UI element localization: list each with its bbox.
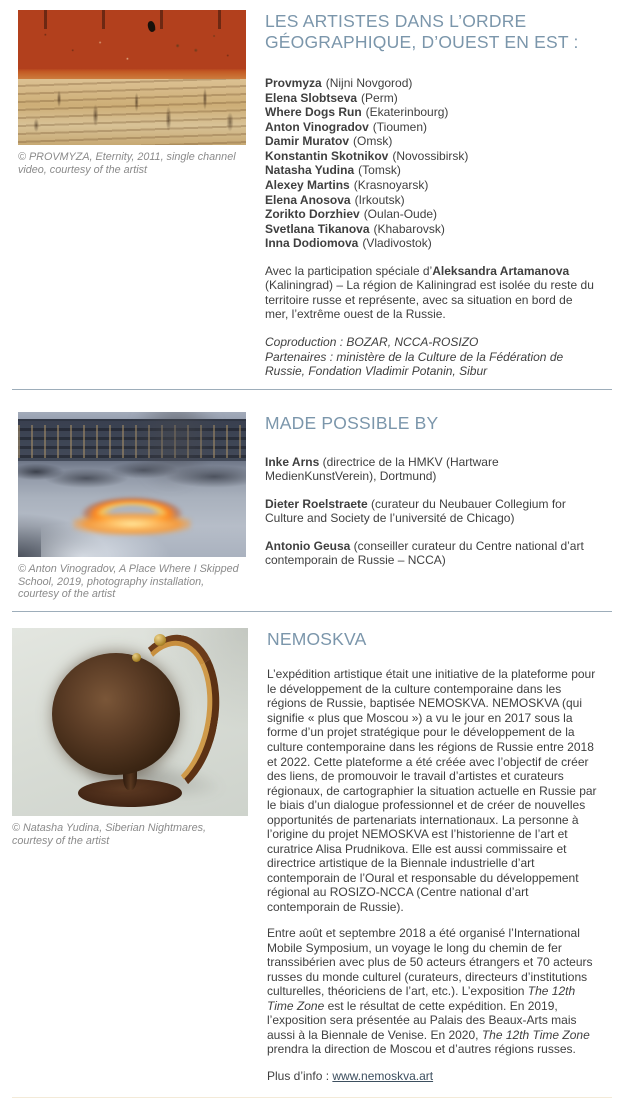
artist-city: (Perm): [361, 90, 398, 105]
artist-row: [265, 236, 599, 251]
paragraph-text: est le résultat de cette expédition. En 2019, l’exposition sera présentée au Palais des Beaux-Arts mais aussi à la Biennale de Venise. En 2020,: [267, 998, 577, 1042]
section-heading-made-possible: MADE POSSIBLE BY: [265, 412, 439, 433]
image-caption-fire-ring: © Anton Vinogradov, A Place Where I Skipped School, 2019, photography installation, courtesy of the artist: [18, 562, 239, 601]
section-made-possible: [0, 412, 634, 602]
special-name: Aleksandra Artamanova: [432, 263, 570, 278]
artist-name: Where Dogs Run: [265, 105, 362, 120]
artwork-image-fire-ring: [18, 412, 246, 557]
artist-city: (Novossibirsk): [392, 148, 469, 163]
made-possible-right-column: [265, 412, 617, 568]
section-divider: [12, 611, 612, 612]
person-role: (curateur du Neubauer Collegium for Culture and Society de l’université de Chicago): [265, 496, 566, 526]
artist-name: Natasha Yudina: [265, 163, 355, 178]
artwork-image-eternity: [18, 10, 246, 145]
image-art-layer: [154, 634, 166, 646]
nemoskva-link[interactable]: www.nemoskva.art: [332, 1068, 434, 1083]
artist-row: [265, 134, 599, 149]
artist-city: (Omsk): [353, 134, 393, 149]
nemoskva-right-column: [267, 628, 619, 1083]
image-art-layer: [18, 10, 246, 29]
credit-coproduction: Coproduction : BOZAR, NCCA-ROSIZO: [265, 335, 479, 349]
artist-city: (Oulan-Oude): [363, 207, 438, 222]
credit-partners: Partenaires : ministère de la Culture de la Fédération de Russie, Fondation Vladimir Potanin, Sibur: [265, 349, 564, 379]
exhibition-title: The 12th Time Zone: [267, 984, 576, 1013]
artist-name: Zorikto Dorzhiev: [265, 207, 360, 222]
section-artists: [0, 10, 634, 379]
image-caption-fur-globe: © Natasha Yudina, Siberian Nightmares, courtesy of the artist: [12, 822, 207, 848]
artists-left-column: [0, 10, 246, 177]
artist-city: (Krasnoyarsk): [353, 178, 429, 193]
artist-row: [265, 222, 599, 237]
artist-name: Svetlana Tikanova: [265, 221, 370, 236]
artist-city: (Khabarovsk): [373, 221, 445, 236]
credits-block: [265, 335, 599, 379]
image-caption-eternity: © PROVMYZA, Eternity, 2011, single channel video, courtesy of the artist: [18, 151, 236, 176]
section-nemoskva: [0, 628, 634, 1083]
artist-row: [265, 91, 599, 106]
nemoskva-paragraph-1: L’expédition artistique était une initiative de la plateforme pour le développement de la culture contemporaine dans les régions de Russie, baptisée NEMOSKVA. NEMOSKVA (qui signifie « plus que Moscou ») a vu le jour en 2017 sous la forme d’un projet stratégique pour le développement de la culture contemporaine dans les régions de Russie entre 2018 et 2022. Cette plateforme a été créée avec l’objectif de créer des liens, de promouvoir le travail d’artistes et curateurs régionaux, de cartographier la situation actuelle en Russie par le biais d’un dialogue professionnel et de créer de nouvelles opportunités de partenariats internationaux. La personne à l’origine du projet NEMOSKVA est l’historienne de l’art et curatrice Alisa Prudnikova. Elle est aussi commissaire et directrice artistique de la Biennale industrielle d’art contemporain de l’Oural et responsable du développement régional au ROSIZO-NCCA (Centre national d’art contemporain de Russie).: [267, 667, 597, 914]
artist-row: [265, 149, 599, 164]
artist-city: (Vladivostok): [362, 236, 432, 251]
person-name: Antonio Geusa: [265, 538, 351, 553]
special-prefix: Avec la participation spéciale d’: [265, 263, 433, 278]
nemoskva-left-column: [0, 628, 248, 848]
more-info-label: Plus d’info :: [267, 1068, 333, 1083]
artist-name: Provmyza: [265, 76, 322, 90]
artist-city: (Ekaterinbourg): [365, 105, 449, 120]
artist-name: Alexey Martins: [265, 178, 350, 193]
artist-name: Konstantin Skotnikov: [265, 148, 389, 163]
artist-row: [265, 76, 599, 91]
artists-right-column: [265, 10, 617, 379]
paragraph-text: prendra la direction de Moscou et d’autres régions russes.: [267, 1042, 576, 1057]
paragraph-text: Entre août et septembre 2018 a été organisé l’International Mobile Symposium, un voyage le long du chemin de fer transsibérien avec plus de 50 acteurs étrangers et 70 acteurs russes du monde culturel (curateurs, directeurs d’institutions culturelles, théoriciens de l’art, etc.). L’exposition: [267, 926, 593, 999]
person-name: Inke Arns: [265, 454, 320, 469]
section-divider: [12, 389, 612, 390]
artist-row: [265, 163, 599, 178]
artist-name: Inna Dodiomova: [265, 236, 359, 251]
artist-city: (Nijni Novgorod): [325, 76, 413, 90]
artist-name: Anton Vinogradov: [265, 119, 369, 134]
artist-name: Elena Anosova: [265, 192, 351, 207]
artist-city: (Tioumen): [372, 119, 428, 134]
person-role: (directrice de la HMKV (Hartware MedienKunstVerein), Dortmund): [265, 454, 499, 484]
person-entry: [265, 455, 599, 484]
made-possible-left-column: [0, 412, 246, 602]
image-art-layer: [73, 513, 192, 535]
exhibition-title: The 12th Time Zone: [481, 1027, 590, 1042]
artist-name: Damir Muratov: [265, 134, 350, 149]
person-name: Dieter Roelstraete: [265, 496, 368, 511]
person-entry: [265, 497, 599, 526]
section-heading-artists: LES ARTISTES DANS L’ORDRE GÉOGRAPHIQUE, D’OUEST EN EST :: [265, 11, 579, 52]
nemoskva-paragraph-2: [267, 926, 601, 1057]
artist-row: [265, 207, 599, 222]
artist-list: [265, 76, 599, 251]
section-heading-nemoskva: NEMOSKVA: [267, 629, 367, 650]
artist-row: [265, 120, 599, 135]
more-info-line: [267, 1069, 601, 1084]
artwork-image-fur-globe: [12, 628, 248, 816]
artist-row: [265, 178, 599, 193]
image-art-layer: [18, 79, 246, 145]
special-suffix: (Kaliningrad) – La région de Kaliningrad est isolée du reste du territoire russe et représente, avec sa situation en bord de mer, l’extrême ouest de la Russie.: [265, 278, 594, 322]
person-role: (conseiller curateur du Centre national d’art contemporain de Russie – NCCA): [265, 538, 584, 568]
artist-name: Elena Slobtseva: [265, 90, 358, 105]
artist-city: (Tomsk): [358, 163, 401, 178]
special-participation-paragraph: [265, 264, 599, 322]
artist-row: [265, 193, 599, 208]
artist-city: (Irkoutsk): [354, 192, 405, 207]
person-entry: [265, 539, 599, 568]
artist-row: [265, 105, 599, 120]
